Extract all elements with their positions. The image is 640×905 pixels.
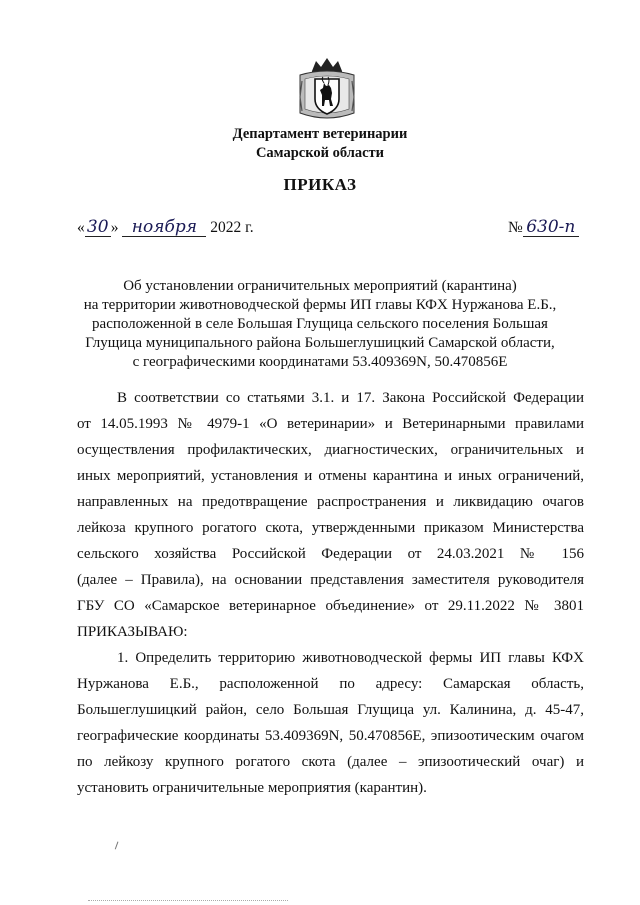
date-open-quote: « [77,219,85,236]
subject-line: на территории животноводческой фермы ИП главы КФХ Нуржанова Е.Б., [83,297,557,313]
samara-coat-of-arms-icon [296,57,358,123]
date-close-quote: » [110,219,119,236]
text-line: установить ограничительные мероприятия (карантин). [77,780,427,796]
text-line: от 14.05.1993 № 4979-1 «О ветеринарии» и Ветеринарными правилами [77,416,584,432]
text-line: В соответствии со статьями 3.1. и 17. Закона Российской Федерации [117,390,584,406]
text-line: осуществления профилактических, диагностических, ограничительных и [77,442,584,458]
document-type: ПРИКАЗ [283,175,357,194]
text-line: (далее – Правила), на основании представления заместителя руководителя [77,572,584,588]
text-line: сельского хозяйства Российской Федерации от 24.03.2021 № 156 [77,546,584,562]
order-number [508,218,579,238]
order-subject [70,277,570,372]
department-name: Департамент ветеринарии [232,126,408,142]
text-line: по лейкозу крупного рогатого скота (далее – эпизоотический очаг) и [77,754,584,770]
text-line: иных мероприятий, установления и отмены карантина и иных ограничений, [77,468,584,484]
subject-line: с географическими координатами 53.409369N, 50.470856E [132,354,508,370]
subject-line: Глущица муниципального района Большеглушицкий Самарской области, [85,335,555,351]
text-line: ГБУ СО «Самарское ветеринарное объединение» от 29.11.2022 № 3801 [77,598,584,614]
text-line: географические координаты 53.409369N, 50.470856E, эпизоотическим очагом [77,728,584,744]
text-line: 1. Определить территорию животноводческой фермы ИП главы КФХ [117,650,584,666]
text-line: направленных на предотвращение распространения и ликвидацию очагов [77,494,584,510]
date-month: ноября [122,219,206,237]
date-year: 2022 г. [210,219,254,236]
number-label: № [508,219,523,236]
order-verb: ПРИКАЗЫВАЮ: [77,624,188,640]
clause-1-paragraph [77,645,584,801]
date-day: 30 [85,219,111,237]
preamble-paragraph [77,385,584,645]
scan-artifact [88,900,288,902]
subject-line: Об установлении ограничительных мероприятий (карантина) [123,278,517,294]
scan-mark [115,842,121,851]
number-value: 630-п [523,219,579,237]
subject-line: расположенной в селе Большая Глущица сельского поселения Большая [92,316,548,332]
text-line: лейкоза крупного рогатого скота, утвержденными приказом Министерства [77,520,584,536]
text-line: Нуржанова Е.Б., расположенной по адресу: Самарская область, [77,676,584,692]
department-region: Самарской области [255,145,385,161]
order-date [77,218,254,238]
text-line: Большеглушицкий район, село Большая Глущица ул. Калинина, д. 45-47, [77,702,584,718]
